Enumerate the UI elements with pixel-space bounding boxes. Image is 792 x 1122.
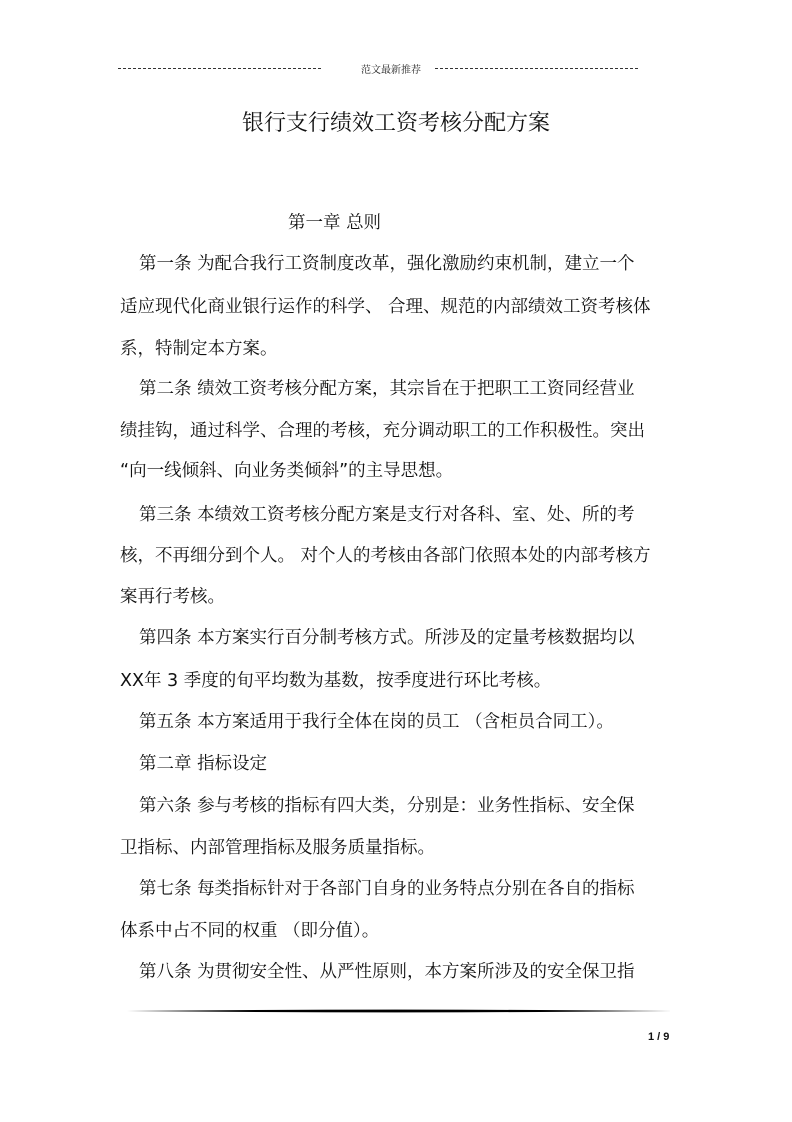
paragraph-line: 案再行考核。 bbox=[120, 587, 225, 607]
paragraph-line: 第一条 为配合我行工资制度改革，强化激励约束机制，建立一个 bbox=[139, 254, 635, 274]
paragraph-line: 第三条 本绩效工资考核分配方案是支行对各科、室、处、所的考 bbox=[139, 505, 635, 525]
paragraph-line: 体系中占不同的权重 （即分值）。 bbox=[120, 921, 380, 941]
header-dash-left bbox=[118, 68, 321, 69]
paragraph-line: 第五条 本方案适用于我行全体在岗的员工 （含柜员合同工）。 bbox=[139, 712, 614, 732]
paragraph-line: 核，不再细分到个人。 对个人的考核由各部门依照本处的内部考核方 bbox=[120, 546, 651, 566]
header-text: 范文最新推荐 bbox=[361, 64, 421, 76]
paragraph-line: 适应现代化商业银行运作的科学、 合理、规范的内部绩效工资考核体 bbox=[120, 297, 651, 317]
paragraph-line: 第八条 为贯彻安全性、从严性原则，本方案所涉及的安全保卫指 bbox=[139, 962, 635, 982]
paragraph-line: 第六条 参与考核的指标有四大类，分别是：业务性指标、安全保 bbox=[139, 796, 635, 816]
document-title: 银行支行绩效工资考核分配方案 bbox=[241, 111, 550, 136]
paragraph-line: “向一线倾斜、向业务类倾斜”的主导思想。 bbox=[120, 461, 454, 481]
page-number: 1 / 9 bbox=[648, 1031, 670, 1043]
chapter-heading: 第二章 指标设定 bbox=[139, 754, 268, 774]
paragraph-line: 卫指标、内部管理指标及服务质量指标。 bbox=[120, 838, 435, 858]
paragraph-line: 系，特制定本方案。 bbox=[120, 339, 278, 359]
page-header bbox=[118, 60, 638, 76]
chapter-heading: 第一章 总则 bbox=[288, 213, 382, 233]
paragraph-line: XX年 3 季度的旬平均数为基数，按季度进行环比考核。 bbox=[120, 671, 552, 691]
paragraph-line: 绩挂钩，通过科学、合理的考核，充分调动职工的工作积极性。突出 bbox=[120, 421, 645, 441]
paragraph-line: 第七条 每类指标针对于各部门自身的业务特点分别在各自的指标 bbox=[139, 879, 635, 899]
footer-rule bbox=[120, 1009, 672, 1013]
paragraph-line: 第四条 本方案实行百分制考核方式。所涉及的定量考核数据均以 bbox=[139, 628, 635, 648]
paragraph-line: 第二条 绩效工资考核分配方案，其宗旨在于把职工工资同经营业 bbox=[139, 379, 635, 399]
header-dash-right bbox=[435, 68, 638, 69]
